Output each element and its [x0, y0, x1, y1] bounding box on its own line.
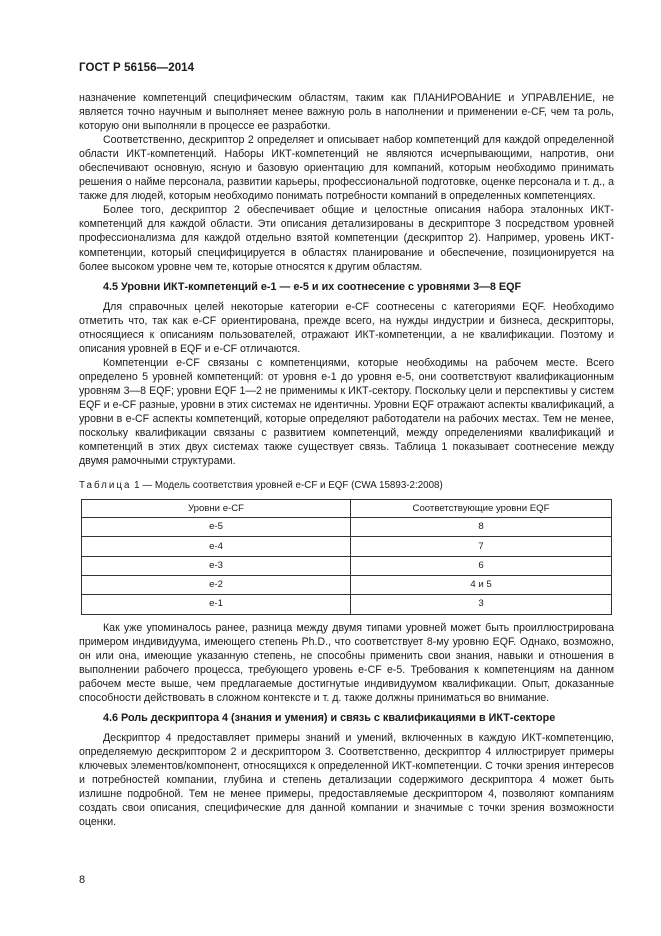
cell-eqf-level: 6: [351, 556, 612, 575]
page-content: [79, 91, 614, 829]
cell-eqf-level: 8: [351, 518, 612, 537]
table-caption-prefix: Таблица: [79, 480, 132, 492]
table-caption: [79, 480, 614, 492]
cell-ecf-level: е-1: [82, 595, 351, 614]
document-header: ГОСТ Р 56156—2014: [79, 62, 195, 74]
paragraph: Соответственно, дескриптор 2 определяет и описывает набор компетенций для каждой определенной области ИКТ-компетенций. Наборы ИКТ-компетенций не являются исчерпывающими, напротив, они обеспечивают основную, ясную и базовую ориентацию для компаний, которым необходимо принимать решения о найме персонала, развитии карьеры, профессиональной подготовке, оценке персонала и т. д., а также для людей, которым необходимо понимать потребности компаний в определенных компетенциях.: [79, 134, 614, 203]
column-header-ecf: Уровни e-CF: [82, 500, 351, 518]
section-heading-4-6: 4.6 Роль дескриптора 4 (знания и умения) и связь с квалификациями в ИКТ-секторе: [103, 711, 556, 724]
cell-ecf-level: е-2: [82, 576, 351, 595]
table-row: [82, 556, 612, 575]
table-caption-text: 1 — Модель соответствия уровней e-CF и EQF (CWA 15893-2:2008): [134, 480, 443, 492]
table-row: [82, 537, 612, 556]
page-number: 8: [79, 874, 86, 886]
table-row: [82, 595, 612, 614]
table-header-row: [82, 500, 612, 518]
paragraph: Более того, дескриптор 2 обеспечивает общие и целостные описания набора эталонных ИКТ-компетенций для каждой области. Эти описания детализированы в дескрипторе 3 посредством уровней профессионализма для каждой отдельно взятой компетенции (дескриптор 2). Например, уровень ИКТ-компетенции, который специфицируется в областях планирование и обеспечение, позиционируется на более высоком уровне чем те, которые относятся к другим областям.: [79, 204, 614, 273]
cell-eqf-level: 4 и 5: [351, 576, 612, 595]
section-heading-4-5: 4.5 Уровни ИКТ-компетенций е-1 — е-5 и их соотнесение с уровнями 3—8 EQF: [103, 280, 522, 293]
paragraph: Дескриптор 4 предоставляет примеры знаний и умений, включенных в каждую ИКТ-компетенцию, определяемую дескриптором 2 и дескриптором 3. Соответственно, дескриптор 4 иллюстрирует примеры ключевых элементов/компонент, относящихся к определенной ИКТ-компетенции. С точки зрения интересов и потребностей компании, глубина и степень детализации содержимого дескриптора 4 может быть излишне подробной. Тем не менее примеры, предоставляемые дескриптором 4, позволяют компаниям создать свои описания, специфические для данной компании и значимые с точки зрения возможности оценки.: [79, 731, 614, 829]
paragraph: назначение компетенций специфическим областям, таким как ПЛАНИРОВАНИЕ и УПРАВЛЕНИЕ, не является точно научным и выполняет менее важную роль в наполнении и применении e-CF, чем та роль, которую они выполняли в процессе ее разработки.: [79, 92, 614, 133]
table-row: [82, 518, 612, 537]
cell-ecf-level: е-5: [82, 518, 351, 537]
cell-ecf-level: е-3: [82, 556, 351, 575]
column-header-eqf: Соответствующие уровни EQF: [351, 500, 612, 518]
cell-eqf-level: 3: [351, 595, 612, 614]
paragraph: Компетенции e-CF связаны с компетенциями, которые необходимы на рабочем месте. Всего определено 5 уровней компетенций: от уровня е-1 до уровня е-5, они соответствуют квалификационным уровням 3—8 EQF; уровни EQF 1—2 не применимы к ИКТ-сектору. Поскольку цели и перспективы у систем EQF и e-CF разные, уровни в этих системах не идентичны. Уровни EQF отражают аспекты квалификаций, а уровни в e-CF аспекты компетенций, которые определяют работодатели на рабочих местах. Тем не менее, поскольку квалификации связаны с развитием компетенций, между определениями квалификаций и компетенций в этих двух системах также существует связь. Таблица 1 показывает соотнесение между двумя рамочными структурами.: [79, 356, 614, 468]
paragraph: Для справочных целей некоторые категории e-CF соотнесены с категориями EQF. Необходимо отметить что, так как e-CF ориентирована, прежде всего, на нужды индустрии и бизнеса, дескрипторы, относящиеся к описаниям пользователей, отражают ИКТ-компетенции, а не квалификации. Поэтому и описания уровней в EQF и e-CF отличаются.: [79, 300, 614, 355]
cell-eqf-level: 7: [351, 537, 612, 556]
cell-ecf-level: е-4: [82, 537, 351, 556]
paragraph: Как уже упоминалось ранее, разница между двумя типами уровней может быть проиллюстрирована примером индивидуума, имеющего степень Ph.D., что соответствует 8-му уровню EQF. Однако, возможно, он или она, имеющие указанную степень, не способны применить свои знания, навыки и отношения в выполнении рабочего процесса, требующего уровень e-CF е-5. Требования к компетенциям на данном рабочем месте выше, чем предлагаемые достигнутые индивидуумом квалификации. Опыт, доказанные способности действовать в сложном контексте и т. д. также должны приниматься во внимание.: [79, 621, 614, 704]
table-row: [82, 576, 612, 595]
levels-table: [81, 499, 612, 614]
